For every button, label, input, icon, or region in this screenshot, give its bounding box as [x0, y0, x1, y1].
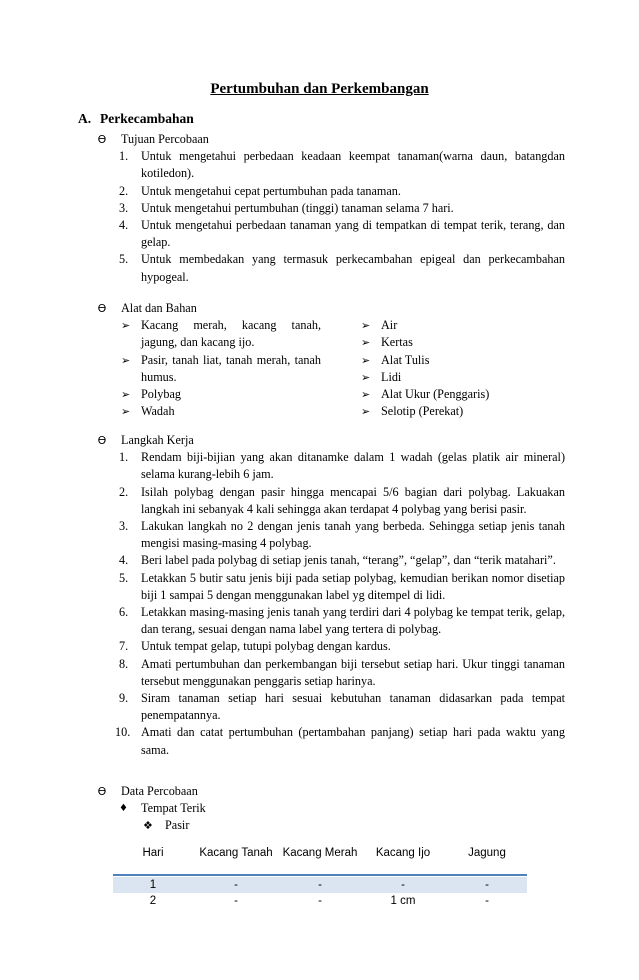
- data-heading: [95, 783, 565, 800]
- item-text: Amati pertumbuhan dan perkembangan biji tersebut setiap hari. Ukur tinggi tanaman tersebut menggunakan penggaris setiap harinya.: [141, 656, 565, 688]
- item-number: 8.: [119, 656, 129, 671]
- list-item: [95, 217, 565, 251]
- item-number: 7.: [119, 639, 129, 654]
- list-item: [121, 386, 321, 403]
- item-number: 3.: [119, 519, 129, 533]
- arrow-bullet-icon: ➢: [361, 319, 371, 333]
- diamond-bullet-icon: ♦: [119, 803, 128, 815]
- langkah-heading-text: Langkah Kerja: [121, 433, 194, 447]
- list-item: [95, 552, 565, 569]
- item-text: Air: [381, 318, 398, 333]
- list-item: [361, 334, 571, 351]
- item-number: 3.: [119, 200, 129, 215]
- cell-kacang-ijo: 1 cm: [390, 895, 416, 907]
- item-text: Untuk mengetahui cepat pertumbuhan pada tanaman.: [141, 183, 401, 198]
- item-text: Lidi: [381, 369, 402, 384]
- item-text: Beri label pada polybag di setiap jenis tanah, “terang”, “gelap”, dan “terik matahari”.: [141, 553, 556, 568]
- item-text: Letakkan masing-masing jenis tanah yang terdiri dari 4 polybag ke tempat terik, gelap, dan terang, sesuai dengan nama label yang tertera di polybag.: [141, 605, 565, 637]
- header-hari: Hari: [142, 847, 164, 859]
- table-header: [113, 846, 527, 874]
- theta-bullet-icon: ϴ: [97, 302, 107, 315]
- list-item: [95, 183, 565, 200]
- item-number: 9.: [119, 691, 129, 706]
- langkah-list: [95, 449, 565, 759]
- item-number: 5.: [119, 570, 129, 585]
- item-number: 1.: [119, 450, 129, 465]
- theta-bullet-icon: ϴ: [97, 785, 107, 798]
- header-kacang-ijo: Kacang Ijo: [375, 847, 431, 859]
- item-text: Untuk mengetahui perbedaan tanaman yang di tempatkan di tempat terik, terang, dan gelap.: [141, 218, 565, 250]
- item-text: Isilah polybag dengan pasir hingga mencapai 5/6 bagian dari polybag. Lakuakan langkah ini sebanyak 4 kali sehingga akan terdapat 4 polybag yang berisi pasir.: [141, 484, 565, 516]
- alat-heading: [95, 300, 565, 317]
- list-item: [361, 352, 571, 369]
- tujuan-list: [95, 148, 565, 286]
- cell-kacang-tanah: -: [234, 879, 238, 891]
- table-header-rule: [113, 874, 527, 876]
- cell-kacang-ijo: -: [401, 879, 405, 891]
- section-letter: A.: [78, 111, 92, 126]
- arrow-bullet-icon: ➢: [121, 405, 131, 419]
- arrow-bullet-icon: ➢: [121, 388, 131, 401]
- item-text: Wadah: [141, 404, 175, 419]
- cell-kacang-merah: -: [318, 895, 322, 907]
- list-item: [361, 369, 571, 386]
- list-item: [121, 403, 321, 420]
- place-label: Tempat Terik: [141, 801, 206, 816]
- list-item: [95, 604, 565, 638]
- alat-right-column: [361, 317, 571, 420]
- soil-row: [95, 817, 565, 834]
- langkah-section: [95, 432, 565, 759]
- document-title: Pertumbuhan dan Perkembangan: [210, 81, 429, 97]
- list-item: [95, 484, 565, 518]
- tujuan-heading-text: Tujuan Percobaan: [121, 132, 209, 146]
- item-text: Letakkan 5 butir satu jenis biji pada setiap polybag, kemudian berikan nomor disetiap biji 1 sampai 5 dengan menggunakan label yg ditempel di lidi.: [141, 570, 565, 602]
- theta-bullet-icon: ϴ: [97, 434, 107, 447]
- item-text: Kacang merah, kacang tanah, jagung, dan kacang ijo.: [141, 318, 321, 350]
- arrow-bullet-icon: ➢: [121, 353, 131, 367]
- cell-hari: 2: [149, 895, 157, 907]
- arrow-bullet-icon: ➢: [361, 405, 371, 419]
- list-item: [121, 317, 321, 351]
- item-text: Rendam biji-bijian yang akan ditanamke dalam 1 wadah (gelas platik air mineral) selama kurang-lebih 6 jam.: [141, 450, 565, 482]
- list-item: [95, 656, 565, 690]
- alat-list: [95, 317, 565, 421]
- list-item: [95, 200, 565, 217]
- tujuan-section: [95, 131, 565, 286]
- header-kacang-tanah: Kacang Tanah: [199, 847, 273, 859]
- item-number: 5.: [119, 252, 129, 267]
- item-number: 4.: [119, 553, 129, 568]
- item-text: Polybag: [141, 387, 181, 401]
- data-heading-text: Data Percobaan: [121, 784, 198, 798]
- place-row: [95, 800, 565, 817]
- list-item: [95, 148, 565, 182]
- arrow-bullet-icon: ➢: [121, 319, 131, 333]
- item-text: Untuk mengetahui pertumbuhan (tinggi) tanaman selama 7 hari.: [141, 200, 454, 215]
- item-text: Selotip (Perekat): [381, 404, 464, 419]
- item-text: Amati dan catat pertumbuhan (pertambahan panjang) setiap hari pada waktu yang sama.: [141, 725, 565, 757]
- theta-bullet-icon: ϴ: [97, 133, 107, 146]
- arrow-bullet-icon: ➢: [361, 388, 371, 401]
- item-text: Untuk membedakan yang termasuk perkecambahan epigeal dan perkecambahan hypogeal.: [141, 252, 565, 284]
- alat-heading-text: Alat dan Bahan: [121, 301, 197, 315]
- item-number: 6.: [119, 605, 129, 620]
- star-bullet-icon: ❖: [143, 819, 153, 833]
- list-item: [95, 251, 565, 285]
- header-kacang-merah: Kacang Merah: [282, 847, 358, 859]
- header-jagung: Jagung: [468, 847, 506, 859]
- item-text: Alat Ukur (Penggaris): [381, 387, 490, 401]
- cell-jagung: -: [485, 879, 489, 891]
- list-item: [95, 570, 565, 604]
- tujuan-heading: [95, 131, 565, 148]
- item-text: Siram tanaman setiap hari sesuai kebutuhan tanaman didasarkan pada tempat penempatannya.: [141, 691, 565, 723]
- item-number: 1.: [119, 149, 129, 164]
- item-number: 2.: [119, 183, 129, 198]
- alat-section: [95, 300, 565, 421]
- soil-label: Pasir: [165, 818, 190, 833]
- item-text: Alat Tulis: [381, 352, 430, 367]
- langkah-heading: [95, 432, 565, 449]
- list-item: [95, 690, 565, 724]
- item-text: Pasir, tanah liat, tanah merah, tanah humus.: [141, 352, 321, 384]
- item-number: 10.: [115, 725, 131, 740]
- item-text: Untuk tempat gelap, tutupi polybag dengan kardus.: [141, 639, 391, 654]
- list-item: [121, 352, 321, 386]
- item-text: Kertas: [381, 335, 413, 350]
- table-row: [113, 893, 527, 909]
- arrow-bullet-icon: ➢: [361, 370, 371, 384]
- item-text: Lakukan langkah no 2 dengan jenis tanah yang berbeda. Sehingga setiap jenis tanah mengisi masing-masing 4 polybag.: [141, 519, 565, 551]
- list-item: [361, 317, 571, 334]
- item-number: 2.: [119, 484, 129, 499]
- item-text: Untuk mengetahui perbedaan keadaan keempat tanaman(warna daun, batangdan kotiledon).: [141, 149, 565, 181]
- data-table: [113, 846, 527, 909]
- list-item: [95, 638, 565, 655]
- cell-kacang-merah: -: [318, 879, 322, 891]
- section-heading: [78, 110, 194, 128]
- arrow-bullet-icon: ➢: [361, 353, 371, 367]
- list-item: [95, 518, 565, 552]
- item-number: 4.: [119, 218, 129, 232]
- cell-jagung: -: [485, 895, 489, 907]
- list-item: [361, 403, 571, 420]
- alat-left-column: [121, 317, 321, 420]
- list-item: [95, 724, 565, 758]
- list-item: [361, 386, 571, 403]
- data-section: [95, 783, 565, 835]
- cell-kacang-tanah: -: [234, 895, 238, 907]
- arrow-bullet-icon: ➢: [361, 336, 371, 350]
- section-title: Perkecambahan: [100, 111, 194, 126]
- cell-hari: 1: [149, 879, 157, 891]
- list-item: [95, 449, 565, 483]
- table-row: [113, 877, 527, 893]
